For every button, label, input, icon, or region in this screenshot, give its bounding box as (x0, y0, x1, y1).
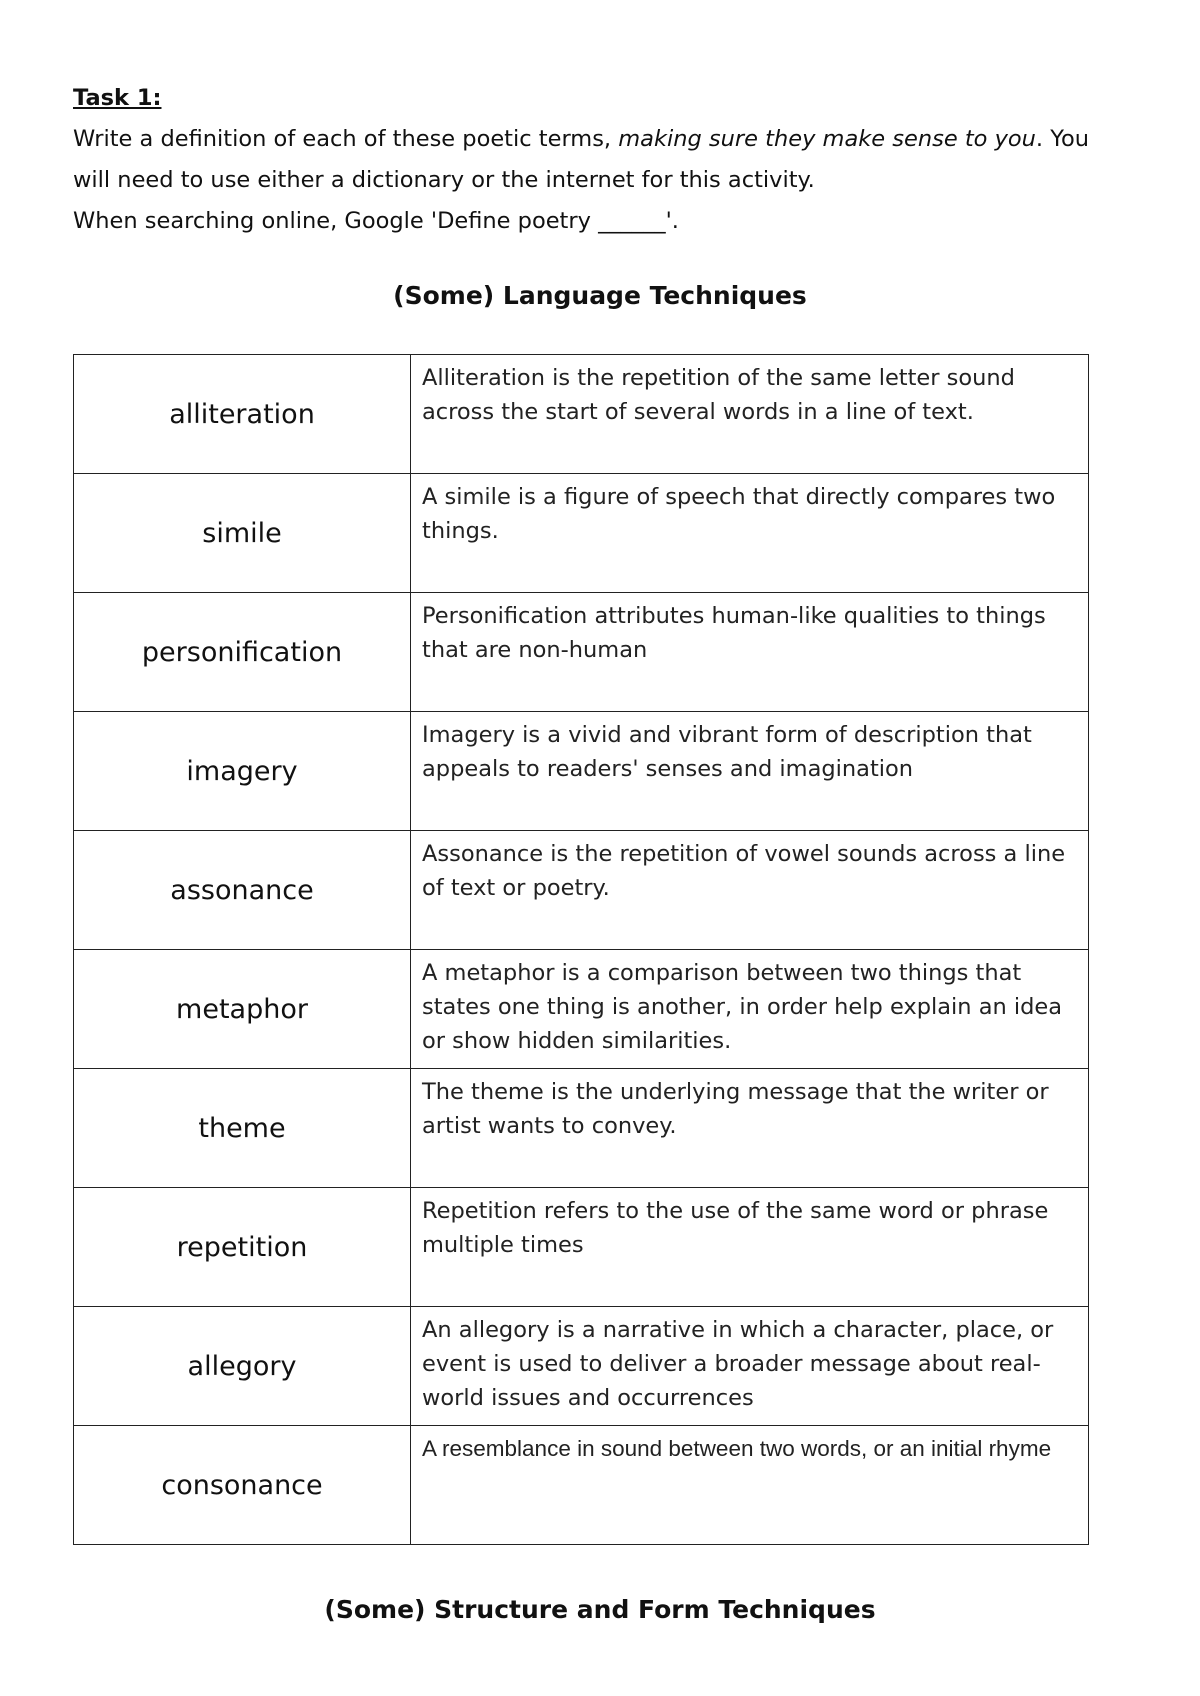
table-row (74, 474, 1089, 593)
table-row (74, 1069, 1089, 1188)
instruction-line-1-start: Write a definition of each of these poetic terms, (73, 126, 619, 152)
term-cell: assonance (74, 831, 411, 950)
table-row (74, 950, 1089, 1069)
table-row (74, 1426, 1089, 1545)
table-row (74, 593, 1089, 712)
term-cell: metaphor (74, 950, 411, 1069)
definition-cell[interactable]: A simile is a figure of speech that directly compares two things. (411, 474, 1089, 593)
instruction-line-3: When searching online, Google 'Define poetry ______'. (73, 208, 679, 234)
table-row (74, 831, 1089, 950)
term-cell: simile (74, 474, 411, 593)
definition-cell[interactable]: Assonance is the repetition of vowel sounds across a line of text or poetry. (411, 831, 1089, 950)
term-cell: personification (74, 593, 411, 712)
language-techniques-heading: (Some) Language Techniques (393, 281, 807, 310)
definition-cell[interactable]: A resemblance in sound between two words, or an initial rhyme (411, 1426, 1089, 1545)
task-instructions (73, 78, 1133, 242)
term-cell: theme (74, 1069, 411, 1188)
definition-cell[interactable]: The theme is the underlying message that the writer or artist wants to convey. (411, 1069, 1089, 1188)
term-cell: alliteration (74, 355, 411, 474)
term-cell: allegory (74, 1307, 411, 1426)
definition-cell[interactable]: Personification attributes human-like qualities to things that are non-human (411, 593, 1089, 712)
term-cell: repetition (74, 1188, 411, 1307)
definition-cell[interactable]: An allegory is a narrative in which a character, place, or event is used to deliver a broader message about real-world issues and occurrences (411, 1307, 1089, 1426)
instruction-line-1-emphasis: making sure they make sense to you (618, 126, 1036, 152)
table-row (74, 1188, 1089, 1307)
definition-cell[interactable]: Repetition refers to the use of the same word or phrase multiple times (411, 1188, 1089, 1307)
table-row (74, 1307, 1089, 1426)
instruction-line-1 (73, 119, 1133, 160)
definition-cell[interactable]: Imagery is a vivid and vibrant form of description that appeals to readers' senses and imagination (411, 712, 1089, 831)
instruction-line-2: will need to use either a dictionary or the internet for this activity. (73, 167, 815, 193)
table-row (74, 712, 1089, 831)
table-row (74, 355, 1089, 474)
terms-table (73, 354, 1089, 1545)
definition-cell[interactable]: A metaphor is a comparison between two things that states one thing is another, in order help explain an idea or show hidden similarities. (411, 950, 1089, 1069)
structure-form-techniques-heading: (Some) Structure and Form Techniques (324, 1595, 876, 1624)
term-cell: imagery (74, 712, 411, 831)
term-cell: consonance (74, 1426, 411, 1545)
definition-cell[interactable]: Alliteration is the repetition of the same letter sound across the start of several words in a line of text. (411, 355, 1089, 474)
task-title: Task 1: (73, 85, 162, 111)
instruction-line-1-end: . You (1035, 126, 1089, 152)
